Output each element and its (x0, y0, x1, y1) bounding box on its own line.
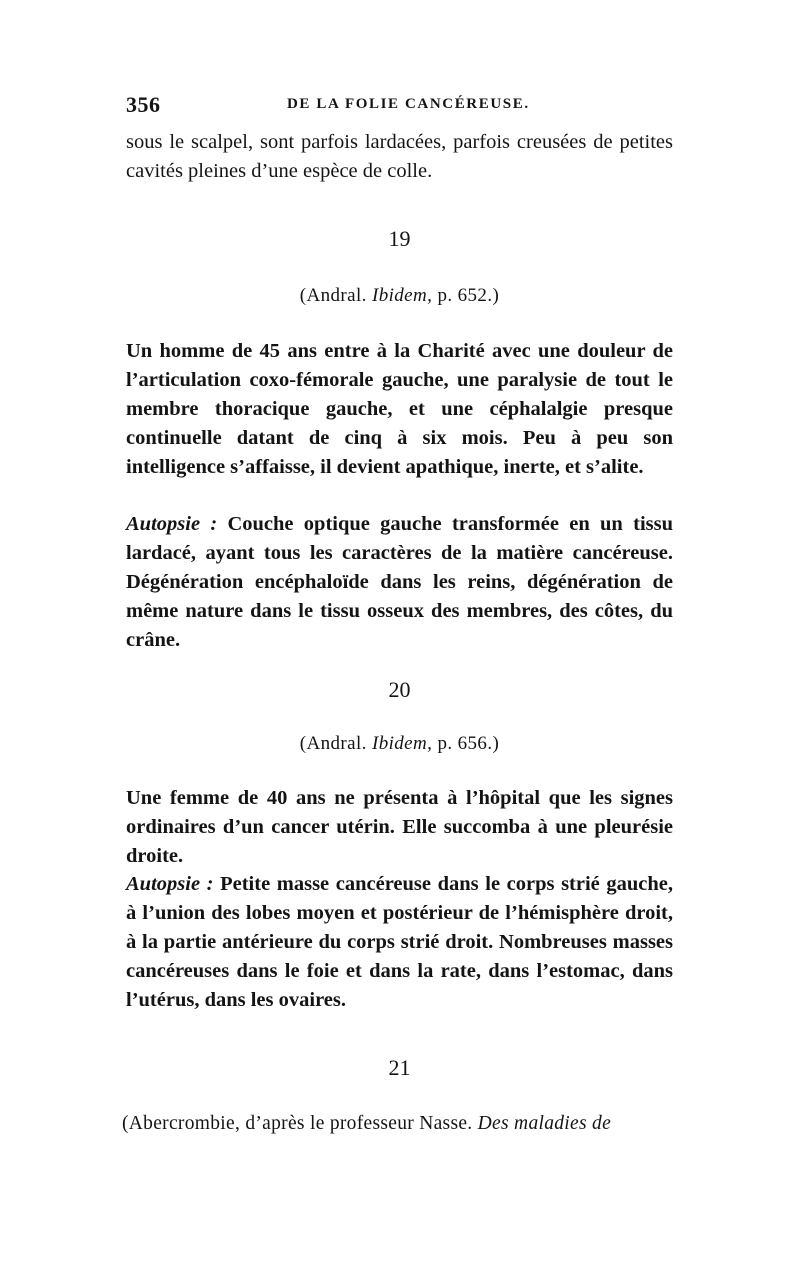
citation-author: (Andral. (299, 285, 367, 306)
page-number: 356 (126, 92, 161, 117)
observation-citation (122, 1113, 678, 1135)
observation-number: 21 (388, 1055, 411, 1080)
intro-paragraph: sous le scalpel, sont parfois lardacées, parfois creusées de petites cavités pleines d’une espèce de colle. (126, 131, 673, 182)
running-title: DE LA FOLIE CANCÉREUSE. (287, 96, 530, 112)
observation-citation (126, 733, 673, 755)
citation-start: (Abercrombie, d’après le professeur Nasse. (122, 1113, 473, 1134)
autopsy-text: Petite masse cancéreuse dans le corps strié gauche, à l’union des lobes moyen et postérieur de l’hémisphère droit, à la partie antérieure du corps strié droit. Nombreuses masses cancéreuses dans le foie et dans la rate, dans l’estomac, dans l’utérus, dans les ovaires. (126, 873, 673, 1011)
citation-page: p. 652.) (437, 285, 500, 306)
citation-work: Des maladies de (477, 1113, 612, 1134)
autopsy-text: Couche optique gauche transformée en un tissu lardacé, ayant tous les caractères de la matière cancéreuse. Dégénération encéphaloïde dans les reins, dégénération de même nature dans le tissu osseux des membres, des côtes, du crâne. (126, 513, 673, 651)
citation-author: (Andral. (299, 733, 367, 754)
citation-work: Ibidem, (371, 733, 433, 754)
citation-work: Ibidem, (371, 285, 433, 306)
page-header (124, 92, 676, 116)
autopsy-paragraph (126, 870, 673, 1015)
observation-citation (126, 285, 673, 307)
case-description: Un homme de 45 ans entre à la Charité avec une douleur de l’articulation coxo-fémorale gauche, une paralysie de tout le membre thoracique gauche, et une céphalalgie presque continuelle datant de cinq à six mois. Peu à peu son intelligence s’affaisse, il devient apathique, inerte, et s’alite. (126, 340, 673, 478)
autopsy-label: Autopsie : (126, 513, 218, 535)
case-description: Une femme de 40 ans ne présenta à l’hôpital que les signes ordinaires d’un cancer utérin. Elle succomba à une pleurésie droite. (126, 787, 673, 867)
autopsy-paragraph (126, 510, 673, 655)
observation-number: 20 (388, 677, 411, 702)
observation-number: 19 (388, 226, 411, 251)
autopsy-label: Autopsie : (126, 873, 214, 895)
citation-page: p. 656.) (437, 733, 500, 754)
